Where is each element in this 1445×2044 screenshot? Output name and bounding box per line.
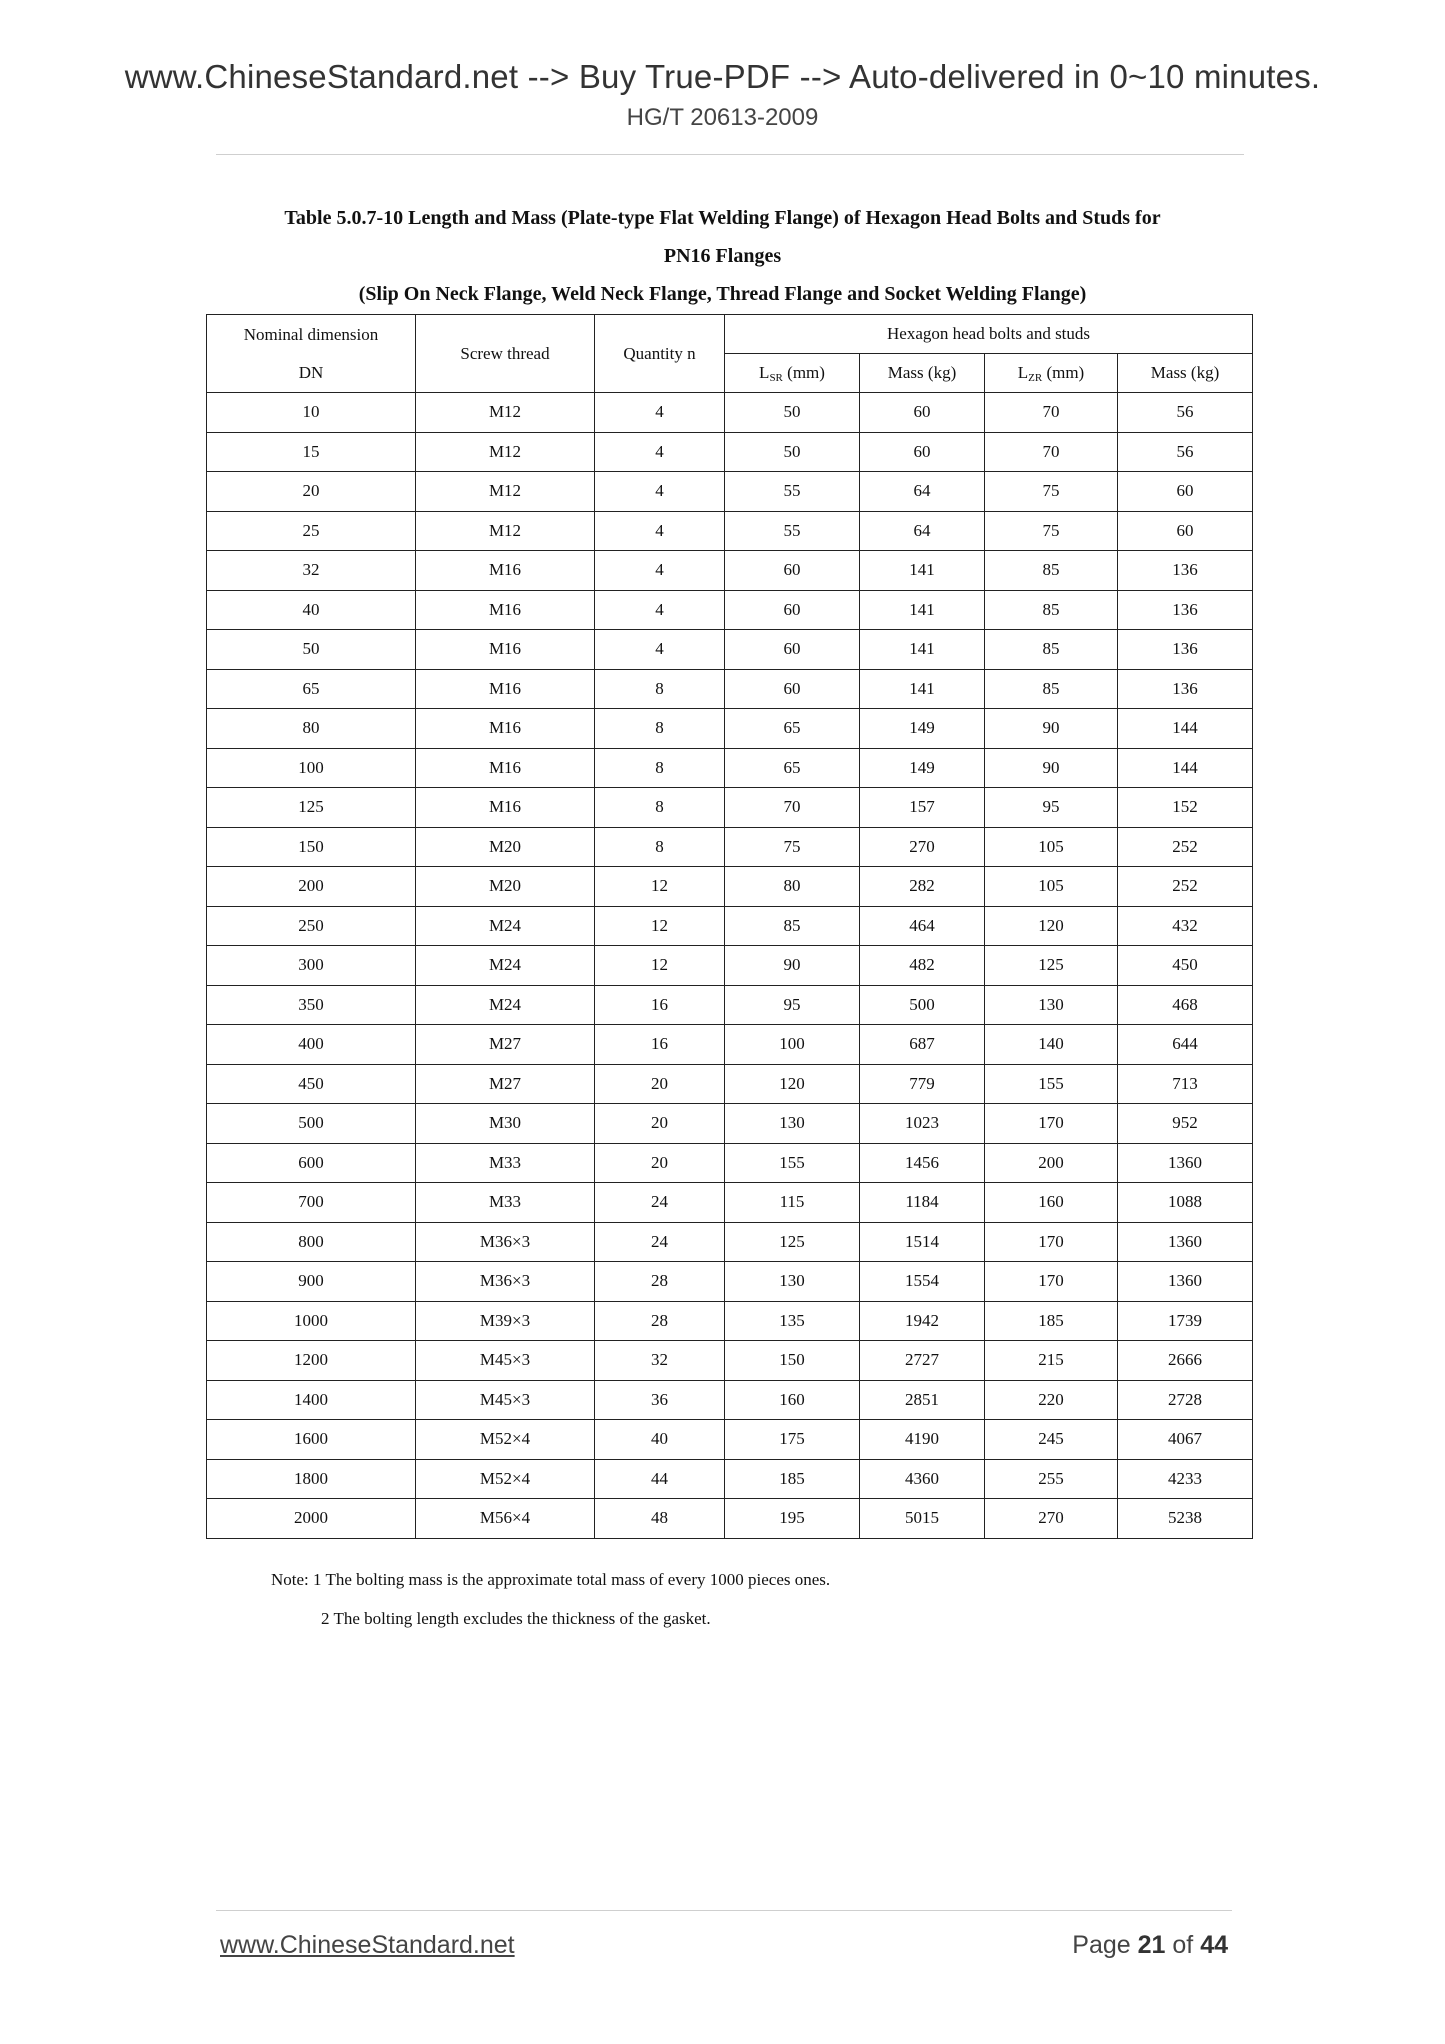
- cell-dn: 700: [207, 1183, 416, 1223]
- cell-lsr: 95: [725, 985, 860, 1025]
- page-of: of: [1165, 1931, 1201, 1959]
- cell-lzr: 255: [985, 1459, 1118, 1499]
- cell-dn: 1400: [207, 1380, 416, 1420]
- cell-screw-thread: M52×4: [416, 1420, 595, 1460]
- cell-dn: 1600: [207, 1420, 416, 1460]
- table-row: [207, 1262, 1253, 1302]
- lsr-symbol: L: [759, 362, 770, 382]
- cell-dn: 1000: [207, 1301, 416, 1341]
- cell-mass-1: 157: [860, 788, 985, 828]
- page-total: 44: [1200, 1931, 1228, 1959]
- cell-dn: 65: [207, 669, 416, 709]
- table-title-line-1: Table 5.0.7-10 Length and Mass (Plate-type Flat Welding Flange) of Hexagon Head Bolts and Studs for: [284, 207, 1161, 229]
- cell-quantity: 28: [595, 1301, 725, 1341]
- table-row: [207, 788, 1253, 828]
- cell-lsr: 175: [725, 1420, 860, 1460]
- cell-dn: 15: [207, 432, 416, 472]
- cell-dn: 50: [207, 630, 416, 670]
- cell-screw-thread: M30: [416, 1104, 595, 1144]
- bolt-table: [206, 314, 1253, 1539]
- cell-mass-2: 60: [1118, 511, 1253, 551]
- cell-mass-2: 144: [1118, 709, 1253, 749]
- cell-mass-2: 1088: [1118, 1183, 1253, 1223]
- page-indicator: [1072, 1931, 1228, 1960]
- cell-screw-thread: M33: [416, 1183, 595, 1223]
- table-row: [207, 709, 1253, 749]
- cell-lsr: 60: [725, 669, 860, 709]
- cell-mass-2: 2728: [1118, 1380, 1253, 1420]
- cell-mass-1: 141: [860, 551, 985, 591]
- cell-mass-1: 64: [860, 511, 985, 551]
- cell-lsr: 55: [725, 472, 860, 512]
- table-title-line-3: (Slip On Neck Flange, Weld Neck Flange, Thread Flange and Socket Welding Flange): [358, 283, 1087, 305]
- note-2: 2 The bolting length excludes the thickness of the gasket.: [321, 1609, 711, 1628]
- cell-lzr: 245: [985, 1420, 1118, 1460]
- cell-lsr: 50: [725, 393, 860, 433]
- cell-mass-2: 1360: [1118, 1222, 1253, 1262]
- cell-lzr: 170: [985, 1262, 1118, 1302]
- cell-dn: 125: [207, 788, 416, 828]
- cell-quantity: 28: [595, 1262, 725, 1302]
- cell-lsr: 80: [725, 867, 860, 907]
- cell-lzr: 220: [985, 1380, 1118, 1420]
- cell-quantity: 20: [595, 1104, 725, 1144]
- cell-dn: 32: [207, 551, 416, 591]
- cell-lsr: 195: [725, 1499, 860, 1539]
- cell-lsr: 85: [725, 906, 860, 946]
- cell-lzr: 85: [985, 630, 1118, 670]
- table-row: [207, 551, 1253, 591]
- lsr-subscript: SR: [769, 371, 783, 384]
- cell-dn: 450: [207, 1064, 416, 1104]
- cell-screw-thread: M27: [416, 1025, 595, 1065]
- cell-mass-1: 1023: [860, 1104, 985, 1144]
- cell-mass-1: 141: [860, 669, 985, 709]
- table-row: [207, 472, 1253, 512]
- cell-lsr: 60: [725, 630, 860, 670]
- cell-mass-2: 4067: [1118, 1420, 1253, 1460]
- cell-screw-thread: M45×3: [416, 1380, 595, 1420]
- cell-lsr: 100: [725, 1025, 860, 1065]
- cell-lsr: 65: [725, 748, 860, 788]
- cell-screw-thread: M16: [416, 590, 595, 630]
- cell-mass-1: 141: [860, 590, 985, 630]
- cell-dn: 500: [207, 1104, 416, 1144]
- cell-lsr: 90: [725, 946, 860, 986]
- table-row: [207, 511, 1253, 551]
- cell-lzr: 185: [985, 1301, 1118, 1341]
- cell-mass-1: 1514: [860, 1222, 985, 1262]
- page-current: 21: [1137, 1931, 1166, 1959]
- cell-screw-thread: M16: [416, 551, 595, 591]
- table-row: [207, 630, 1253, 670]
- cell-mass-2: 952: [1118, 1104, 1253, 1144]
- cell-mass-2: 713: [1118, 1064, 1253, 1104]
- cell-lzr: 90: [985, 748, 1118, 788]
- cell-screw-thread: M24: [416, 906, 595, 946]
- header-screw-thread: Screw thread: [416, 315, 595, 393]
- table-row: [207, 1222, 1253, 1262]
- cell-screw-thread: M16: [416, 630, 595, 670]
- cell-dn: 1800: [207, 1459, 416, 1499]
- cell-lsr: 150: [725, 1341, 860, 1381]
- table-row: [207, 1499, 1253, 1539]
- cell-dn: 1200: [207, 1341, 416, 1381]
- table-row: [207, 590, 1253, 630]
- note-1: Note: 1 The bolting mass is the approximate total mass of every 1000 pieces ones.: [271, 1570, 831, 1589]
- cell-lzr: 105: [985, 827, 1118, 867]
- cell-mass-1: 4190: [860, 1420, 985, 1460]
- table-title-line-2: PN16 Flanges: [663, 245, 782, 267]
- cell-quantity: 48: [595, 1499, 725, 1539]
- cell-quantity: 4: [595, 511, 725, 551]
- cell-quantity: 44: [595, 1459, 725, 1499]
- cell-quantity: 12: [595, 906, 725, 946]
- header-nominal-dimension: [207, 315, 416, 393]
- table-row: [207, 669, 1253, 709]
- cell-mass-1: 4360: [860, 1459, 985, 1499]
- cell-mass-1: 60: [860, 432, 985, 472]
- cell-quantity: 4: [595, 630, 725, 670]
- header-banner: www.ChineseStandard.net --> Buy True-PDF --> Auto-delivered in 0~10 minutes.: [124, 58, 1321, 95]
- cell-mass-2: 1360: [1118, 1143, 1253, 1183]
- cell-quantity: 4: [595, 472, 725, 512]
- header-lzr: [985, 354, 1118, 393]
- cell-lzr: 85: [985, 590, 1118, 630]
- footer-site-link[interactable]: www.ChineseStandard.net: [220, 1931, 515, 1959]
- cell-screw-thread: M16: [416, 709, 595, 749]
- page-prefix: Page: [1072, 1931, 1138, 1959]
- cell-quantity: 4: [595, 590, 725, 630]
- table-row: [207, 867, 1253, 907]
- header-quantity: Quantity n: [595, 315, 725, 393]
- cell-quantity: 32: [595, 1341, 725, 1381]
- header-dn-label: DN: [298, 362, 324, 382]
- cell-mass-1: 141: [860, 630, 985, 670]
- cell-lsr: 115: [725, 1183, 860, 1223]
- cell-mass-2: 136: [1118, 590, 1253, 630]
- cell-mass-2: 60: [1118, 472, 1253, 512]
- cell-screw-thread: M36×3: [416, 1222, 595, 1262]
- cell-screw-thread: M16: [416, 669, 595, 709]
- header-mass-2: Mass (kg): [1118, 354, 1253, 393]
- table-row: [207, 946, 1253, 986]
- cell-quantity: 8: [595, 748, 725, 788]
- cell-mass-1: 2851: [860, 1380, 985, 1420]
- cell-lsr: 120: [725, 1064, 860, 1104]
- cell-screw-thread: M36×3: [416, 1262, 595, 1302]
- cell-quantity: 4: [595, 393, 725, 433]
- cell-mass-2: 252: [1118, 867, 1253, 907]
- cell-mass-1: 64: [860, 472, 985, 512]
- cell-lzr: 105: [985, 867, 1118, 907]
- cell-quantity: 20: [595, 1064, 725, 1104]
- standard-number: HG/T 20613-2009: [626, 104, 819, 131]
- cell-dn: 800: [207, 1222, 416, 1262]
- cell-dn: 350: [207, 985, 416, 1025]
- cell-mass-1: 2727: [860, 1341, 985, 1381]
- cell-lsr: 65: [725, 709, 860, 749]
- cell-screw-thread: M56×4: [416, 1499, 595, 1539]
- cell-mass-2: 2666: [1118, 1341, 1253, 1381]
- cell-lzr: 125: [985, 946, 1118, 986]
- cell-dn: 40: [207, 590, 416, 630]
- table-row: [207, 1104, 1253, 1144]
- cell-mass-1: 60: [860, 393, 985, 433]
- cell-lsr: 60: [725, 590, 860, 630]
- cell-mass-1: 149: [860, 709, 985, 749]
- cell-screw-thread: M12: [416, 393, 595, 433]
- cell-dn: 150: [207, 827, 416, 867]
- cell-dn: 600: [207, 1143, 416, 1183]
- cell-quantity: 12: [595, 867, 725, 907]
- cell-lzr: 120: [985, 906, 1118, 946]
- table-row: [207, 748, 1253, 788]
- cell-screw-thread: M12: [416, 511, 595, 551]
- cell-lzr: 155: [985, 1064, 1118, 1104]
- cell-dn: 100: [207, 748, 416, 788]
- cell-screw-thread: M45×3: [416, 1341, 595, 1381]
- cell-quantity: 4: [595, 551, 725, 591]
- cell-lzr: 70: [985, 393, 1118, 433]
- cell-lsr: 70: [725, 788, 860, 828]
- cell-quantity: 24: [595, 1222, 725, 1262]
- header-mass-1: Mass (kg): [860, 354, 985, 393]
- cell-mass-2: 5238: [1118, 1499, 1253, 1539]
- cell-lsr: 155: [725, 1143, 860, 1183]
- table-row: [207, 1420, 1253, 1460]
- cell-dn: 200: [207, 867, 416, 907]
- cell-quantity: 4: [595, 432, 725, 472]
- cell-mass-2: 4233: [1118, 1459, 1253, 1499]
- cell-mass-1: 1942: [860, 1301, 985, 1341]
- cell-mass-2: 432: [1118, 906, 1253, 946]
- cell-quantity: 16: [595, 1025, 725, 1065]
- cell-screw-thread: M27: [416, 1064, 595, 1104]
- table-row: [207, 1380, 1253, 1420]
- lzr-unit: (mm): [1046, 362, 1085, 382]
- table-body: [207, 393, 1253, 1539]
- header-nominal-label: Nominal dimension: [243, 324, 379, 344]
- cell-lzr: 75: [985, 472, 1118, 512]
- table-row: [207, 985, 1253, 1025]
- cell-mass-2: 1360: [1118, 1262, 1253, 1302]
- cell-quantity: 20: [595, 1143, 725, 1183]
- cell-mass-1: 149: [860, 748, 985, 788]
- cell-screw-thread: M39×3: [416, 1301, 595, 1341]
- cell-lzr: 140: [985, 1025, 1118, 1065]
- cell-screw-thread: M52×4: [416, 1459, 595, 1499]
- cell-quantity: 8: [595, 709, 725, 749]
- cell-lsr: 130: [725, 1262, 860, 1302]
- table-row: [207, 1183, 1253, 1223]
- cell-screw-thread: M24: [416, 985, 595, 1025]
- cell-lsr: 185: [725, 1459, 860, 1499]
- cell-mass-1: 5015: [860, 1499, 985, 1539]
- cell-mass-2: 450: [1118, 946, 1253, 986]
- cell-mass-1: 282: [860, 867, 985, 907]
- cell-quantity: 8: [595, 827, 725, 867]
- cell-lzr: 160: [985, 1183, 1118, 1223]
- cell-mass-1: 1184: [860, 1183, 985, 1223]
- cell-lzr: 85: [985, 551, 1118, 591]
- cell-lzr: 170: [985, 1222, 1118, 1262]
- cell-mass-2: 644: [1118, 1025, 1253, 1065]
- cell-lzr: 70: [985, 432, 1118, 472]
- cell-quantity: 36: [595, 1380, 725, 1420]
- cell-lsr: 55: [725, 511, 860, 551]
- cell-screw-thread: M24: [416, 946, 595, 986]
- table-row: [207, 1064, 1253, 1104]
- header-lsr: [725, 354, 860, 393]
- cell-lzr: 215: [985, 1341, 1118, 1381]
- cell-quantity: 12: [595, 946, 725, 986]
- cell-screw-thread: M12: [416, 432, 595, 472]
- cell-quantity: 8: [595, 669, 725, 709]
- cell-mass-1: 1554: [860, 1262, 985, 1302]
- cell-screw-thread: M16: [416, 788, 595, 828]
- table-row: [207, 906, 1253, 946]
- cell-dn: 80: [207, 709, 416, 749]
- cell-mass-1: 482: [860, 946, 985, 986]
- cell-dn: 400: [207, 1025, 416, 1065]
- cell-lzr: 90: [985, 709, 1118, 749]
- cell-lsr: 60: [725, 551, 860, 591]
- cell-quantity: 8: [595, 788, 725, 828]
- cell-lsr: 125: [725, 1222, 860, 1262]
- cell-screw-thread: M33: [416, 1143, 595, 1183]
- cell-mass-1: 687: [860, 1025, 985, 1065]
- cell-mass-1: 1456: [860, 1143, 985, 1183]
- table-row: [207, 827, 1253, 867]
- cell-quantity: 40: [595, 1420, 725, 1460]
- cell-lsr: 50: [725, 432, 860, 472]
- cell-mass-1: 500: [860, 985, 985, 1025]
- cell-dn: 300: [207, 946, 416, 986]
- cell-mass-1: 270: [860, 827, 985, 867]
- table-row: [207, 1143, 1253, 1183]
- cell-quantity: 16: [595, 985, 725, 1025]
- cell-mass-2: 144: [1118, 748, 1253, 788]
- cell-screw-thread: M20: [416, 827, 595, 867]
- lsr-unit: (mm): [787, 362, 825, 382]
- cell-lzr: 170: [985, 1104, 1118, 1144]
- header-divider: [216, 154, 1244, 155]
- cell-mass-2: 136: [1118, 669, 1253, 709]
- cell-dn: 10: [207, 393, 416, 433]
- cell-screw-thread: M16: [416, 748, 595, 788]
- table-row: [207, 1341, 1253, 1381]
- cell-lzr: 130: [985, 985, 1118, 1025]
- lzr-subscript: ZR: [1028, 371, 1043, 384]
- cell-mass-2: 1739: [1118, 1301, 1253, 1341]
- cell-dn: 2000: [207, 1499, 416, 1539]
- cell-mass-2: 468: [1118, 985, 1253, 1025]
- cell-mass-2: 152: [1118, 788, 1253, 828]
- cell-mass-2: 136: [1118, 630, 1253, 670]
- cell-mass-2: 56: [1118, 432, 1253, 472]
- header-bolts-group: Hexagon head bolts and studs: [725, 315, 1253, 354]
- table-row: [207, 432, 1253, 472]
- cell-lsr: 130: [725, 1104, 860, 1144]
- table-row: [207, 1301, 1253, 1341]
- cell-lzr: 85: [985, 669, 1118, 709]
- cell-lsr: 75: [725, 827, 860, 867]
- footer-divider: [216, 1910, 1232, 1911]
- cell-mass-2: 136: [1118, 551, 1253, 591]
- cell-lzr: 75: [985, 511, 1118, 551]
- table-row: [207, 1025, 1253, 1065]
- cell-dn: 20: [207, 472, 416, 512]
- table-row: [207, 1459, 1253, 1499]
- cell-lzr: 200: [985, 1143, 1118, 1183]
- cell-mass-1: 464: [860, 906, 985, 946]
- cell-dn: 250: [207, 906, 416, 946]
- cell-screw-thread: M12: [416, 472, 595, 512]
- cell-dn: 900: [207, 1262, 416, 1302]
- cell-quantity: 24: [595, 1183, 725, 1223]
- cell-dn: 25: [207, 511, 416, 551]
- cell-lzr: 95: [985, 788, 1118, 828]
- cell-lzr: 270: [985, 1499, 1118, 1539]
- lzr-symbol: L: [1017, 362, 1029, 382]
- cell-mass-2: 252: [1118, 827, 1253, 867]
- cell-mass-2: 56: [1118, 393, 1253, 433]
- cell-lsr: 160: [725, 1380, 860, 1420]
- table-row: [207, 393, 1253, 433]
- cell-screw-thread: M20: [416, 867, 595, 907]
- cell-mass-1: 779: [860, 1064, 985, 1104]
- cell-lsr: 135: [725, 1301, 860, 1341]
